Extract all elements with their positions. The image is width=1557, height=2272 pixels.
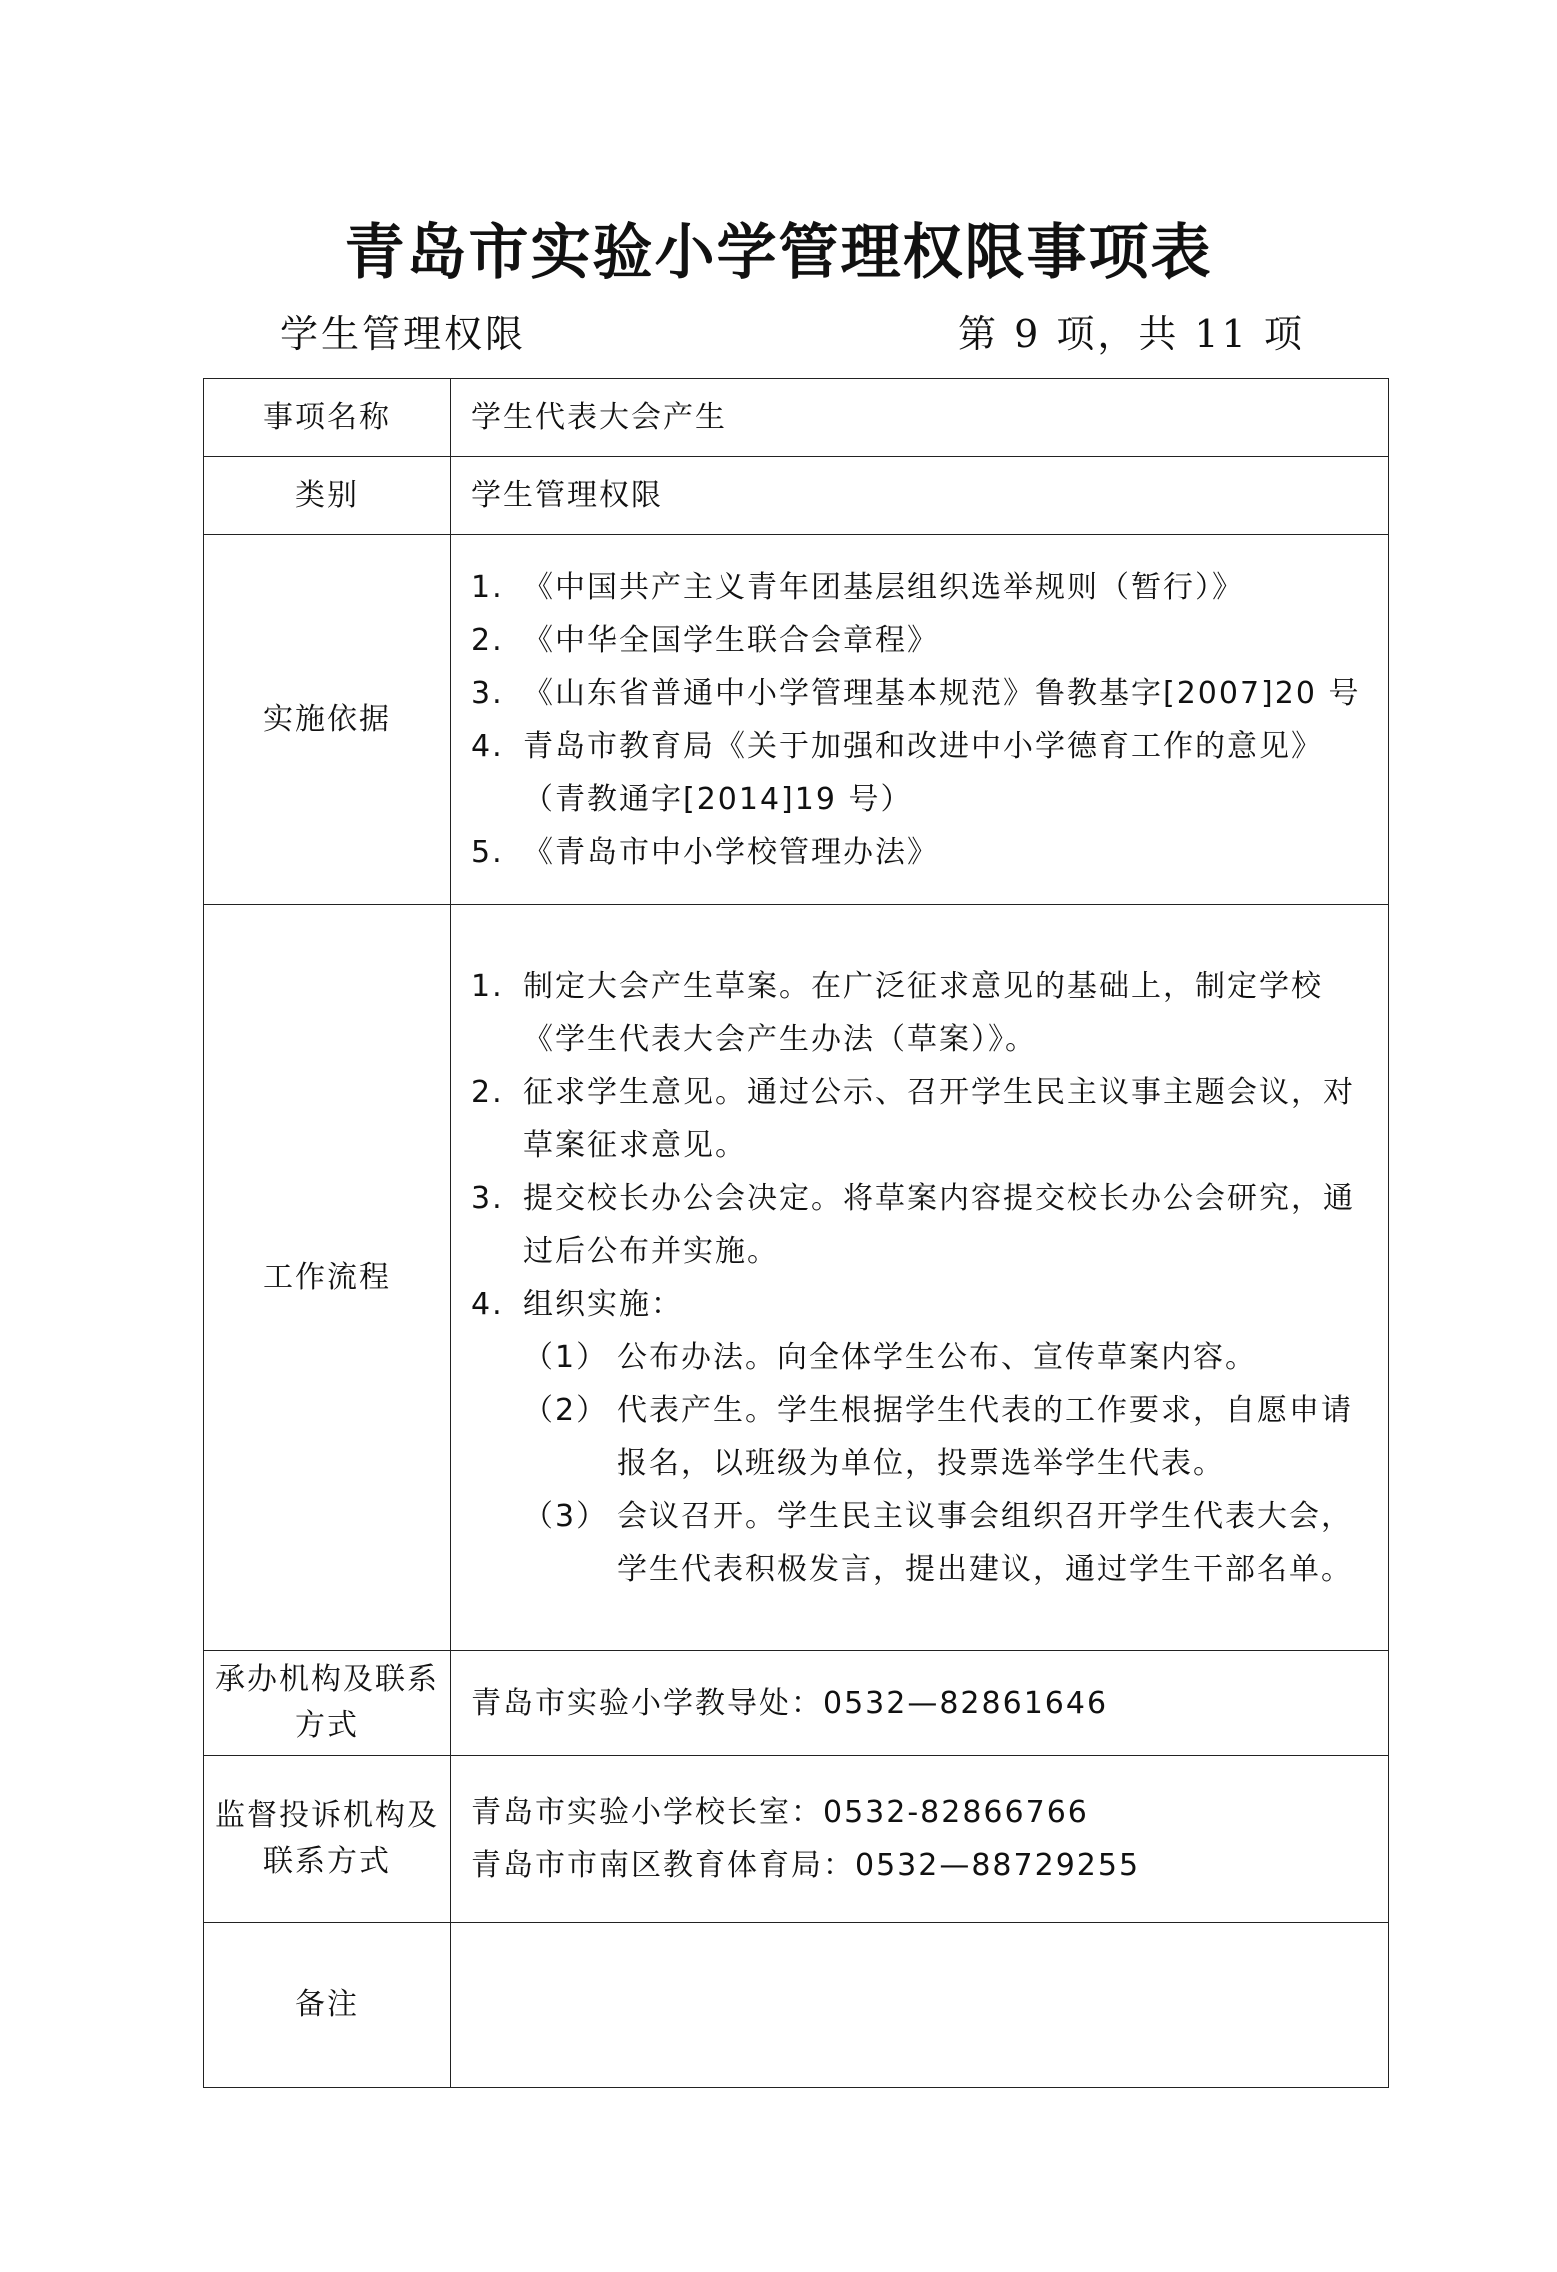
remarks-value (451, 1923, 1389, 2088)
type-value: 学生管理权限 (451, 457, 1389, 535)
row-process (204, 905, 1389, 1651)
basis-text: 《中华全国学生联合会章程》 (523, 622, 939, 658)
name-label: 事项名称 (204, 379, 451, 457)
supervise-values (451, 1756, 1389, 1923)
basis-num: 1. (471, 569, 504, 605)
process-substep (471, 1384, 1370, 1490)
basis-list (451, 535, 1389, 905)
substep-num: （3） (523, 1498, 609, 1534)
substep-num: （1） (523, 1339, 609, 1375)
basis-item (471, 826, 1370, 879)
page-title: 青岛市实验小学管理权限事项表 (344, 218, 1213, 288)
supervise-line: 青岛市实验小学校长室：0532-82866766 (471, 1795, 1089, 1830)
category-heading: 学生管理权限 (280, 312, 527, 356)
row-supervise (204, 1756, 1389, 1923)
basis-num: 2. (471, 622, 504, 658)
process-num: 2. (471, 1074, 504, 1110)
process-num: 3. (471, 1180, 504, 1216)
process-step (471, 1278, 1370, 1331)
row-office (204, 1651, 1389, 1756)
basis-item (471, 667, 1370, 720)
item-index: 第 9 项，共 11 项 (958, 312, 1305, 356)
substep-text: 会议召开。学生民主议事会组织召开学生代表大会，学生代表积极发言，提出建议，通过学生干部名单。 (617, 1498, 1353, 1587)
substep-text: 公布办法。向全体学生公布、宣传草案内容。 (617, 1339, 1257, 1375)
process-num: 1. (471, 968, 504, 1004)
process-substep (471, 1331, 1370, 1384)
basis-num: 4. (471, 728, 504, 764)
process-text: 制定大会产生草案。在广泛征求意见的基础上，制定学校《学生代表大会产生办法（草案）》。 (523, 968, 1323, 1057)
basis-text: 青岛市教育局《关于加强和改进中小学德育工作的意见》 (523, 728, 1323, 764)
basis-text: 《山东省普通中小学管理基本规范》鲁教基字[2007]20 号 (523, 675, 1361, 711)
supervise-line: 青岛市市南区教育体育局：0532—88729255 (471, 1848, 1141, 1883)
row-name (204, 379, 1389, 457)
substep-text: 代表产生。学生根据学生代表的工作要求，自愿申请报名，以班级为单位，投票选举学生代表。 (617, 1392, 1353, 1481)
process-substep (471, 1490, 1370, 1596)
row-remarks (204, 1923, 1389, 2088)
office-label: 承办机构及联系方式 (204, 1651, 451, 1756)
basis-item (471, 720, 1370, 773)
basis-item (471, 614, 1370, 667)
basis-num: 3. (471, 675, 504, 711)
basis-text: 《青岛市中小学校管理办法》 (523, 834, 939, 870)
process-step (471, 1172, 1370, 1278)
process-step (471, 1066, 1370, 1172)
basis-text: 《中国共产主义青年团基层组织选举规则（暂行）》 (523, 569, 1244, 605)
row-type (204, 457, 1389, 535)
basis-item (471, 561, 1370, 614)
process-step (471, 960, 1370, 1066)
supervise-label: 监督投诉机构及联系方式 (204, 1756, 451, 1923)
remarks-label: 备注 (204, 1923, 451, 2088)
type-label: 类别 (204, 457, 451, 535)
basis-item-continuation: （青教通字[2014]19 号） (523, 781, 913, 817)
substep-num: （2） (523, 1392, 609, 1428)
name-value: 学生代表大会产生 (451, 379, 1389, 457)
office-value: 青岛市实验小学教导处：0532—82861646 (451, 1651, 1389, 1756)
process-label: 工作流程 (204, 905, 451, 1651)
basis-num: 5. (471, 834, 504, 870)
process-num: 4. (471, 1286, 504, 1322)
process-text: 征求学生意见。通过公示、召开学生民主议事主题会议，对草案征求意见。 (523, 1074, 1355, 1163)
process-text: 组织实施： (523, 1286, 683, 1322)
row-basis (204, 535, 1389, 905)
process-text: 提交校长办公会决定。将草案内容提交校长办公会研究，通过后公布并实施。 (523, 1180, 1355, 1269)
process-list (451, 905, 1389, 1651)
basis-label: 实施依据 (204, 535, 451, 905)
matters-table (203, 378, 1389, 2088)
